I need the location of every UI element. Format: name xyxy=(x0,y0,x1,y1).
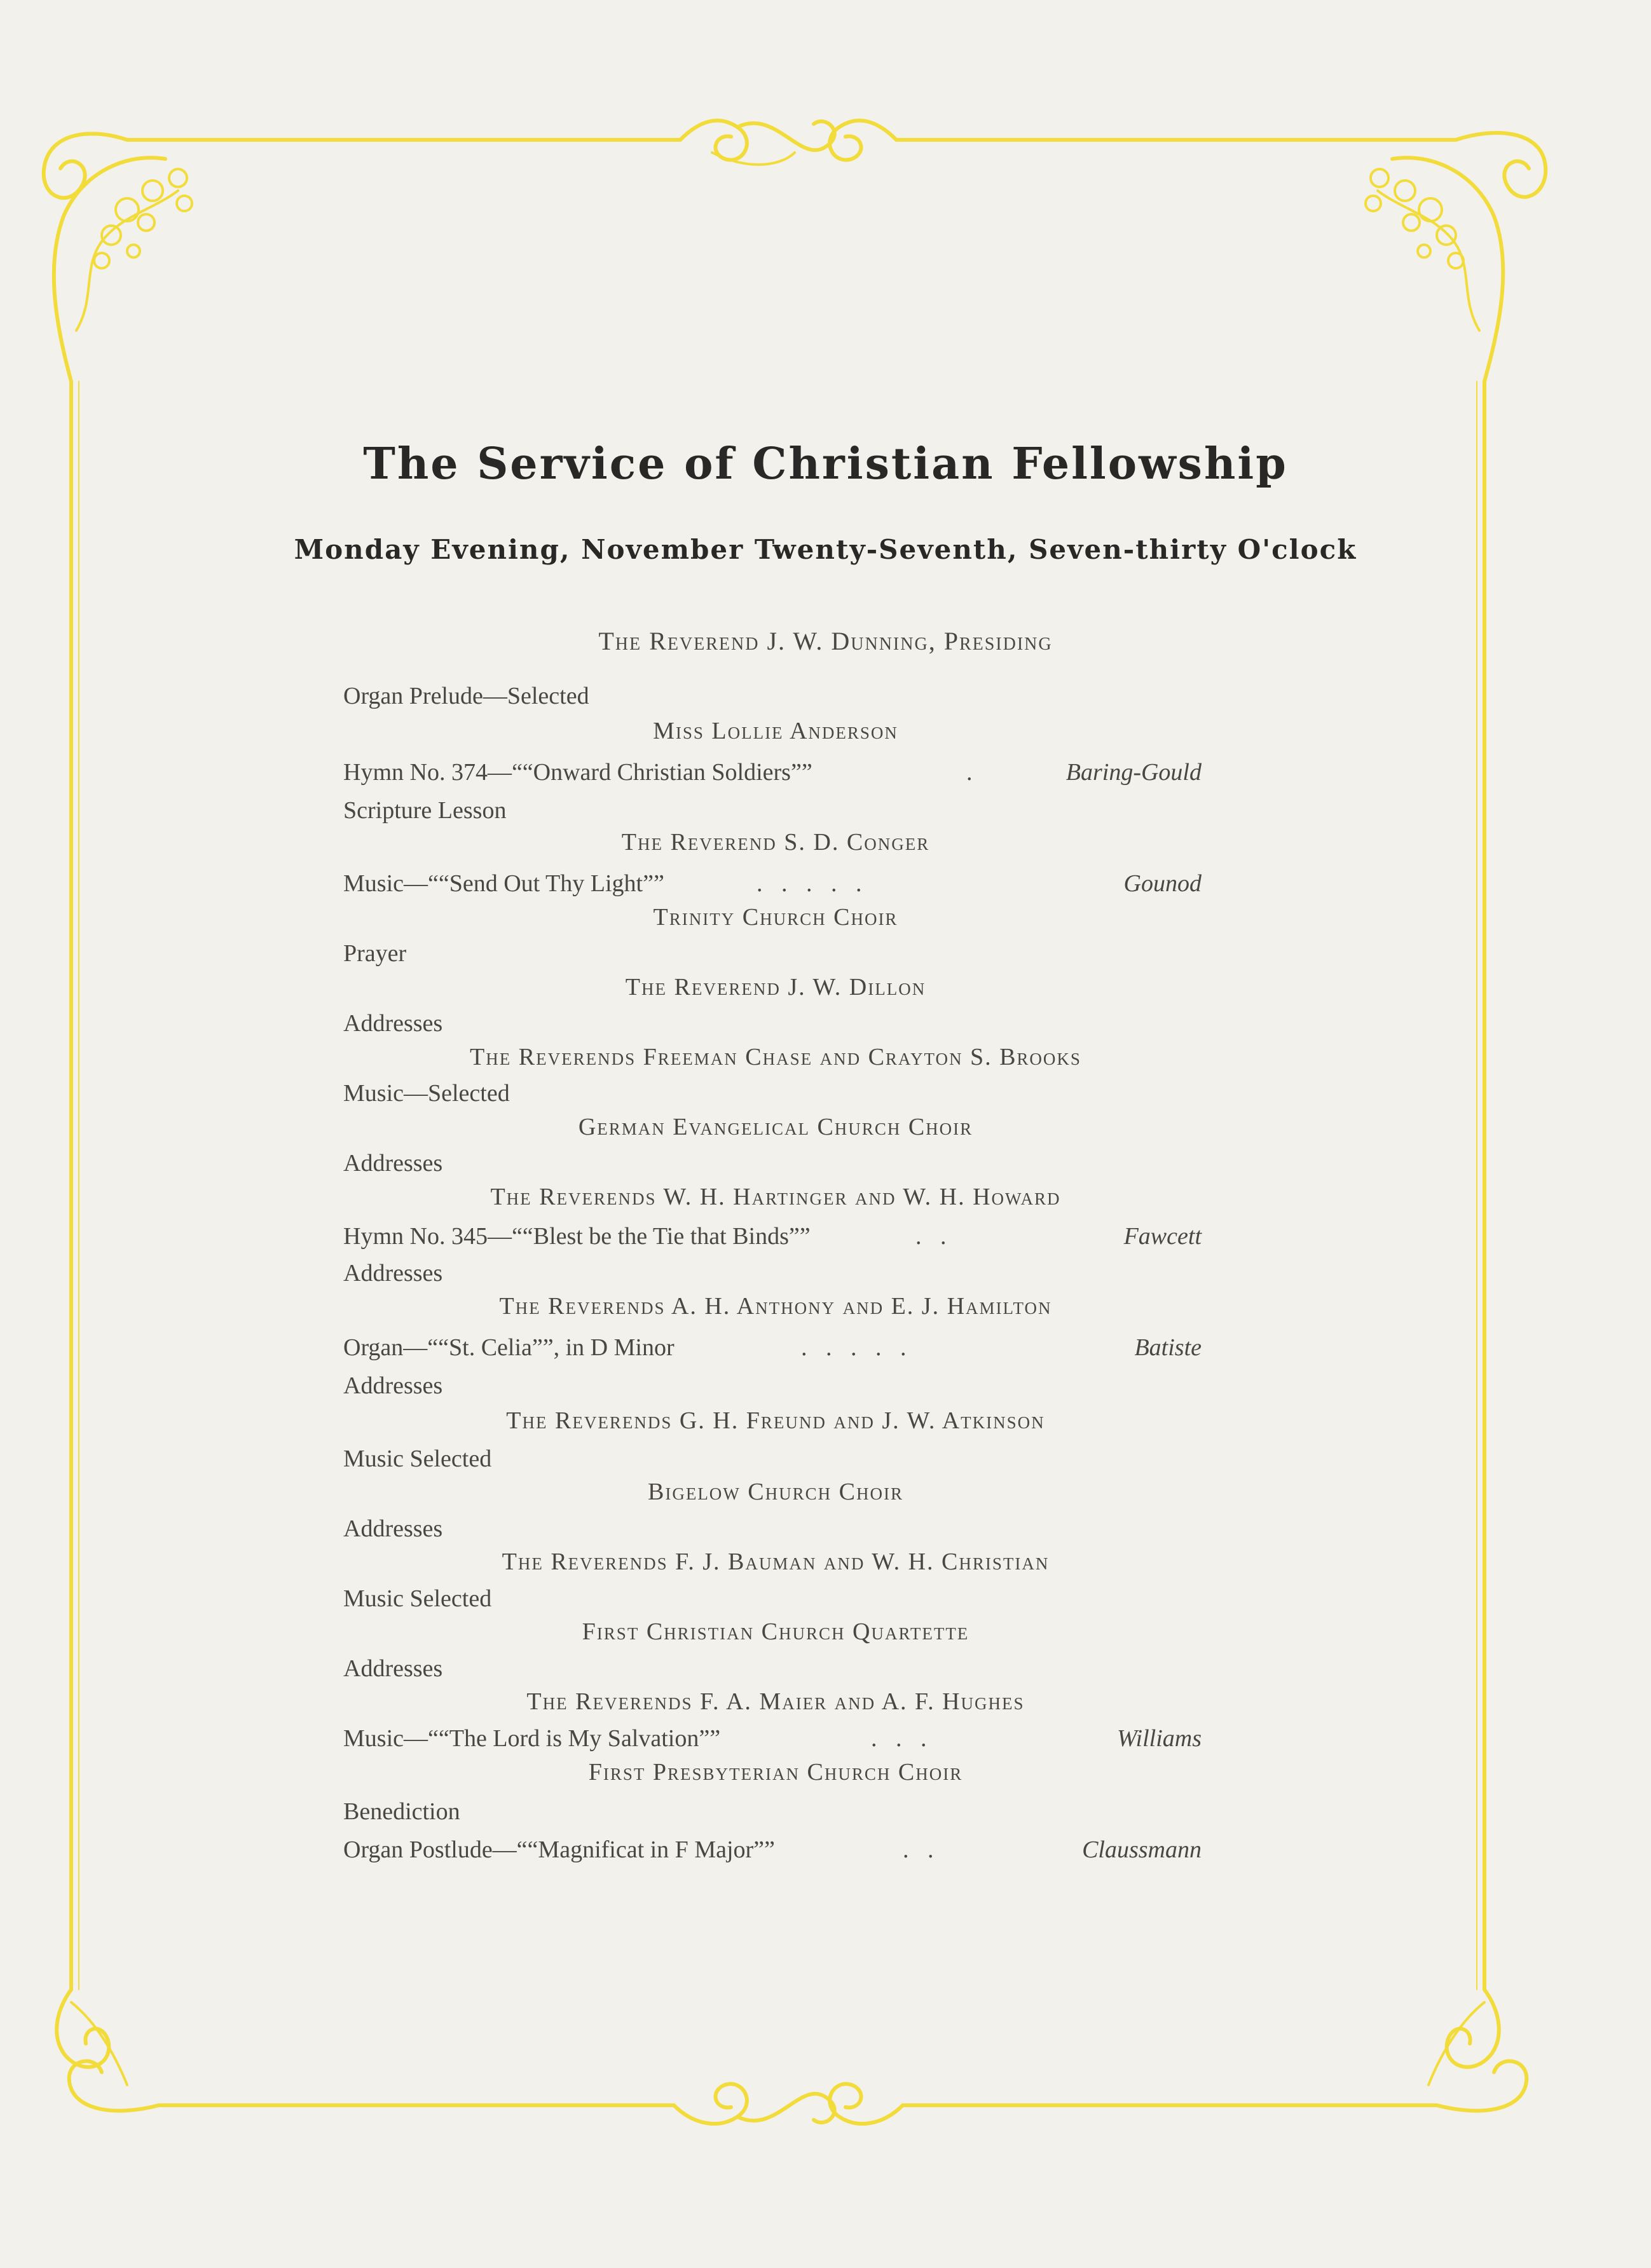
program-item-title: Scripture Lesson xyxy=(343,797,507,824)
leader-dots: . . xyxy=(903,1836,940,1863)
program-item xyxy=(343,1583,1202,1615)
program-item-title: Addresses xyxy=(343,1260,443,1287)
flower-decoration-right xyxy=(1366,169,1463,268)
program-item xyxy=(343,1147,1202,1179)
composer-name: Gounod xyxy=(1123,870,1202,897)
program-item xyxy=(343,1008,1202,1039)
program-item-title: Organ—““St. Celia””, in D Minor xyxy=(343,1334,675,1361)
performer-name: First Christian Church Quartette xyxy=(582,1618,969,1645)
leader-dots: . . . . . xyxy=(801,1334,913,1361)
program-item xyxy=(343,756,1202,788)
program-item-title: Music—““The Lord is My Salvation”” xyxy=(343,1725,721,1752)
program-item xyxy=(343,1370,1202,1402)
composer-name: Baring-Gould xyxy=(1065,759,1202,786)
program-item-title: Hymn No. 345—““Blest be the Tie that Binds”” xyxy=(343,1223,811,1250)
program-item xyxy=(343,680,1202,712)
flower-decoration-left xyxy=(94,169,192,268)
program-item-title: Addresses xyxy=(343,1150,443,1177)
performer-name: Trinity Church Choir xyxy=(653,904,898,931)
performer-name: The Reverends W. H. Hartinger and W. H. Howard xyxy=(490,1184,1061,1210)
program-item xyxy=(343,1332,1202,1363)
program-item-title: Addresses xyxy=(343,1372,443,1399)
program-item-title: Hymn No. 374—““Onward Christian Soldiers”” xyxy=(343,759,812,786)
performer-name: The Reverend S. D. Conger xyxy=(621,829,930,856)
composer-name: Claussmann xyxy=(1082,1836,1202,1863)
presiding-minister: The Reverend J. W. Dunning, Presiding xyxy=(598,627,1053,655)
performer-name: The Reverends F. J. Bauman and W. H. Christian xyxy=(502,1548,1050,1575)
leader-dots: . . . . . xyxy=(757,870,868,897)
program-item-title: Addresses xyxy=(343,1010,443,1037)
program-item-title: Addresses xyxy=(343,1655,443,1682)
program-item-title: Music Selected xyxy=(343,1445,492,1472)
program-item-title: Benediction xyxy=(343,1798,460,1825)
performer-name: First Presbyterian Church Choir xyxy=(588,1759,963,1786)
composer-name: Williams xyxy=(1116,1725,1202,1752)
composer-name: Batiste xyxy=(1134,1334,1202,1361)
leader-dots: . . . xyxy=(871,1725,933,1752)
program-item xyxy=(343,1443,1202,1475)
program-item xyxy=(343,1513,1202,1545)
program-item xyxy=(343,938,1202,969)
performer-name: German Evangelical Church Choir xyxy=(578,1114,973,1140)
leader-dots: . xyxy=(966,759,979,786)
composer-name: Fawcett xyxy=(1123,1223,1202,1250)
program-item xyxy=(343,868,1202,899)
program-item xyxy=(343,1077,1202,1109)
performer-name: Bigelow Church Choir xyxy=(647,1479,903,1505)
performer-name: The Reverends G. H. Freund and J. W. Atkinson xyxy=(506,1407,1045,1434)
program-item-title: Addresses xyxy=(343,1515,443,1542)
service-date: Monday Evening, November Twenty-Seventh, Seven-thirty O'clock xyxy=(294,534,1357,565)
program-item-title: Music—““Send Out Thy Light”” xyxy=(343,870,664,897)
program-item-title: Prayer xyxy=(343,940,407,967)
performer-name: The Reverends F. A. Maier and A. F. Hughes xyxy=(526,1688,1025,1715)
program-item xyxy=(343,1653,1202,1684)
program-item xyxy=(343,1723,1202,1754)
performer-name: The Reverends A. H. Anthony and E. J. Hamilton xyxy=(499,1293,1052,1320)
program-item xyxy=(343,1220,1202,1252)
leader-dots: . . xyxy=(915,1223,953,1250)
performer-name: Miss Lollie Anderson xyxy=(653,718,898,744)
program-item xyxy=(343,1257,1202,1289)
program-item-title: Organ Prelude—Selected xyxy=(343,683,589,709)
page-title: The Service of Christian Fellowship xyxy=(363,439,1288,489)
program-item xyxy=(343,1834,1202,1866)
program-item-title: Organ Postlude—““Magnificat in F Major”” xyxy=(343,1836,775,1863)
program-item-title: Music—Selected xyxy=(343,1080,510,1107)
program-item xyxy=(343,795,1202,826)
program-item xyxy=(343,1796,1202,1827)
performer-name: The Reverends Freeman Chase and Crayton S. Brooks xyxy=(470,1044,1081,1070)
performer-name: The Reverend J. W. Dillon xyxy=(625,974,926,1001)
program-item-title: Music Selected xyxy=(343,1585,492,1612)
